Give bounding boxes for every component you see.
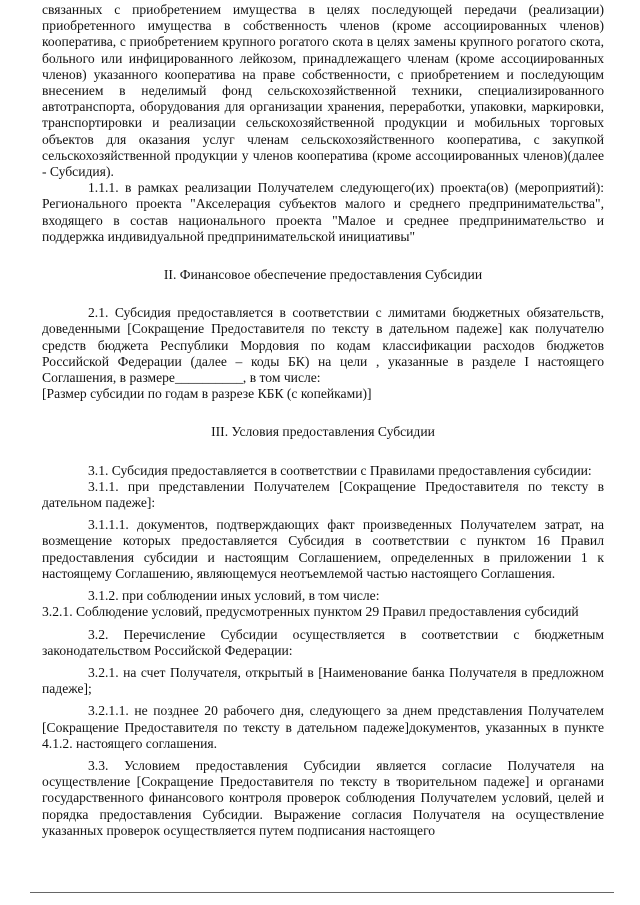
clause-3-2: 3.2. Перечисление Субсидии осуществляется в соответствии с бюджетным законодательством Российской Федерации: (42, 626, 604, 658)
clause-3-2-1-1: 3.2.1.1. не позднее 20 рабочего дня, следующего за днем представления Получателем [Сокращение Предоставителя по тексту в дательном падеже]документов, указанных в пункте 4.1.2. настоящего соглашения. (42, 703, 604, 751)
document-body (42, 2, 604, 839)
intro-paragraph: связанных с приобретением имущества в целях последующей передачи (реализации) приобретенного имущества в собственность членов (кроме ассоциированных членов) кооператива, с приобретением крупного рогатого скота в целях замены крупного рогатого скота, больного или инфицированного лейкозом, принадлежащего членам (кроме ассоциированных членов) указанного кооператива на праве собственности, с приобретением и последующим внесением в неделимый фонд сельскохозяйственной техники, специализированного автотранспорта, оборудования для организации хранения, переработки, упаковки, маркировки, транспортировки и реализации сельскохозяйственной продукции и мобильных торговых объектов для оказания услуг членам сельскохозяйственного кооператива, с закупкой сельскохозяйственной продукции у членов кооператива (кроме ассоциированных членов)(далее - Субсидия). (42, 2, 604, 180)
clause-2-1: 2.1. Субсидия предоставляется в соответствии с лимитами бюджетных обязательств, доведенными [Сокращение Предоставителя по тексту в дательном падеже] как получателю средств бюджета Республики Мордовия по кодам классификации расходов бюджетов Российской Федерации (далее – коды БК) на цели , указанные в разделе I настоящего Соглашения, в размере__________, в том числе: (42, 305, 604, 386)
clause-3-1-1: 3.1.1. при представлении Получателем [Сокращение Предоставителя по тексту в дательном падеже]: (42, 478, 604, 511)
page-bottom-rule (30, 892, 614, 893)
clause-3-1: 3.1. Субсидия предоставляется в соответствии с Правилами предоставления субсидии: (88, 462, 592, 478)
clause-3-1-2: 3.1.2. при соблюдении иных условий, в том числе: (88, 588, 380, 604)
section-3-title: III. Условия предоставления Субсидии (211, 424, 435, 440)
clause-2-1-note: [Размер субсидии по годам в разрезе КБК (с копейками)] (42, 386, 372, 402)
clause-1-1-1: 1.1.1. в рамках реализации Получателем следующего(их) проекта(ов) (мероприятий): Регионального проекта "Акселерация субъектов малого и среднего предпринимательства", входящего в состав национального проекта "Малое и среднее предпринимательство и поддержка индивидуальной предпринимательской инициативы" (42, 180, 604, 244)
section-2-title: II. Финансовое обеспечение предоставления Субсидии (163, 267, 483, 283)
clause-3-1-1-1: 3.1.1.1. документов, подтверждающих факт произведенных Получателем затрат, на возмещение которых предоставляется Субсидия в соответствии с пунктом 16 Правил предоставления субсидии и настоящим Соглашением, определенных в приложении 1 к настоящему Соглашению, являющемуся неотъемлемой частью настоящего Соглашения. (42, 517, 604, 581)
clause-3-3: 3.3. Условием предоставления Субсидии является согласие Получателя на осуществление [Сокращение Предоставителя по тексту в творительном падеже] и органами государственного финансового контроля проверок соблюдения Получателем условий, целей и порядка предоставления Субсидии. Выражение согласия Получателя на осуществление указанных проверок осуществляется путем подписания настоящего (42, 757, 604, 838)
clause-3-2-1-conditions: 3.2.1. Соблюдение условий, предусмотренных пунктом 29 Правил предоставления субсидий (42, 604, 579, 620)
clause-3-2-1-account: 3.2.1. на счет Получателя, открытый в [Наименование банка Получателя в предложном падеже]; (42, 664, 604, 697)
